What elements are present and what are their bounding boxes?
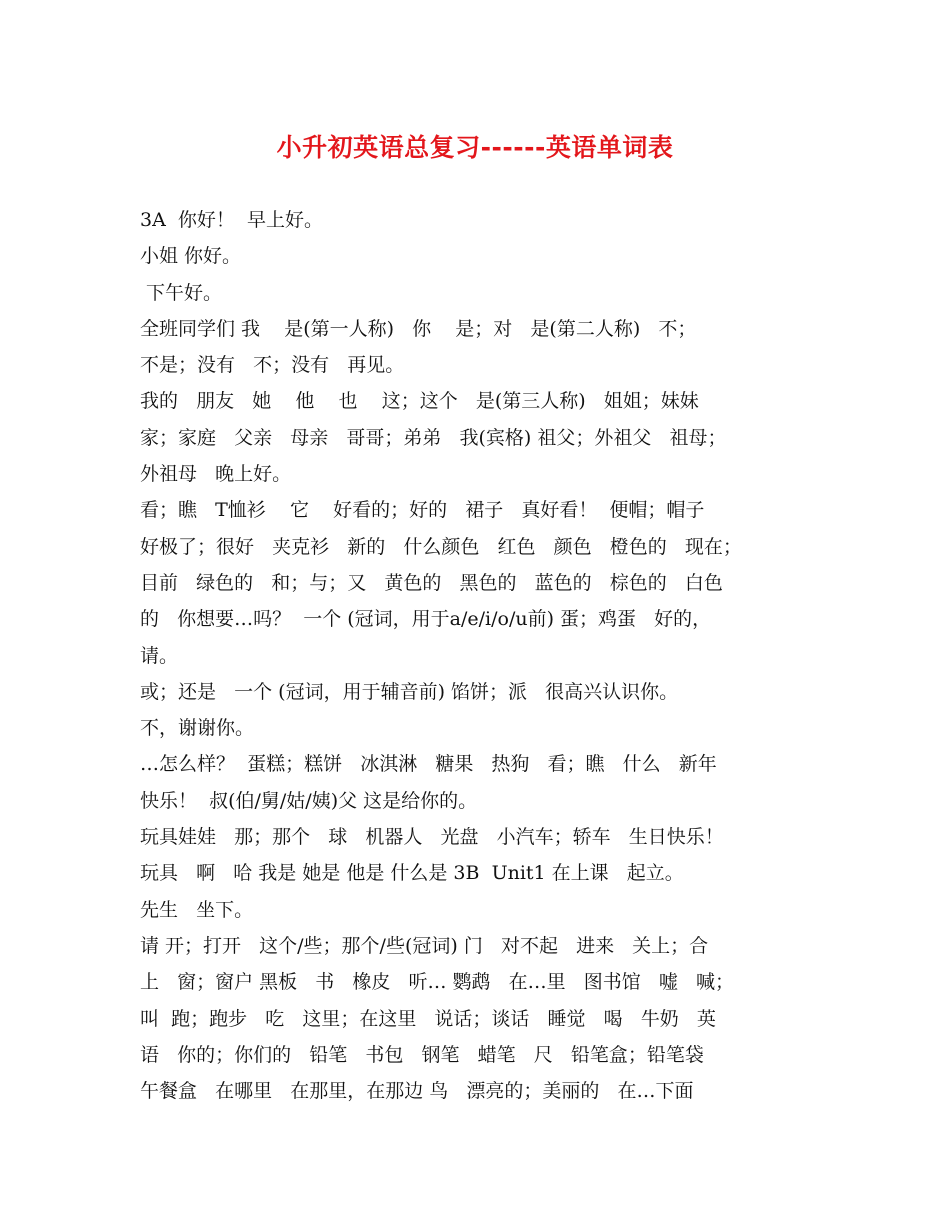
text-line: 不，谢谢你。 (140, 717, 255, 740)
text-line: 快乐！ 叔(伯/舅/姑/姨)父 这是给你的。 (140, 789, 478, 812)
text-line: 玩具娃娃 那；那个 球 机器人 光盘 小汽车；轿车 生日快乐！ (140, 826, 724, 849)
text-line: 外祖母 晚上好。 (140, 463, 292, 486)
text-line: 好极了；很好 夹克衫 新的 什么颜色 红色 颜色 橙色的 现在； (140, 535, 742, 558)
text-line: 3A 你好！ 早上好。 (140, 209, 323, 231)
text-line: 或；还是 一个 (冠词，用于辅音前) 馅饼；派 很高兴认识你。 (140, 680, 679, 703)
text-line: 家；家庭 父亲 母亲 哥哥；弟弟 我(宾格) 祖父；外祖父 祖母； (140, 426, 727, 449)
document-title: 小升初英语总复习------英语单词表 (276, 133, 674, 162)
text-line: 不是；没有 不；没有 再见。 (140, 354, 405, 377)
text-line: 请 开；打开 这个/些；那个/些(冠词) 门 对不起 进来 关上；合 (140, 934, 709, 957)
text-line: 上 窗；窗户 黑板 书 橡皮 听… 鹦鹉 在…里 图书馆 嘘 喊； (140, 971, 735, 994)
text-line: 小姐 你好。 (140, 245, 242, 268)
text-line: 叫 跑；跑步 吃 这里；在这里 说话；谈话 睡觉 喝 牛奶 英 (140, 1007, 716, 1030)
text-line: 的 你想要…吗？ 一个 (冠词，用于a/e/i/o/u前) 蛋；鸡蛋 好的， (140, 608, 712, 631)
text-line: 先生 坐下。 (140, 898, 254, 921)
text-line: 看；瞧 T恤衫 它 好看的；好的 裙子 真好看！ 便帽；帽子 (140, 499, 705, 522)
text-line: 请。 (140, 644, 179, 667)
vocabulary-body (140, 202, 828, 1109)
text-line: 下午好。 (140, 281, 223, 304)
text-line: …怎么样？ 蛋糕；糕饼 冰淇淋 糖果 热狗 看；瞧 什么 新年 (140, 753, 717, 776)
text-line: 午餐盒 在哪里 在那里，在那边 鸟 漂亮的；美丽的 在…下面 (140, 1080, 694, 1103)
text-line: 全班同学们 我 是(第一人称) 你 是；对 是(第二人称) 不； (140, 317, 697, 340)
text-line: 目前 绿色的 和；与；又 黄色的 黑色的 蓝色的 棕色的 白色 (140, 571, 723, 594)
text-line: 语 你的；你们的 铅笔 书包 钢笔 蜡笔 尺 铅笔盒；铅笔袋 (140, 1043, 704, 1066)
text-line: 我的 朋友 她 他 也 这；这个 是(第三人称) 姐姐；妹妹 (140, 390, 699, 413)
text-line: 玩具 啊 哈 我是 她是 他是 什么是 3B Unit1 在上课 起立。 (140, 862, 684, 885)
